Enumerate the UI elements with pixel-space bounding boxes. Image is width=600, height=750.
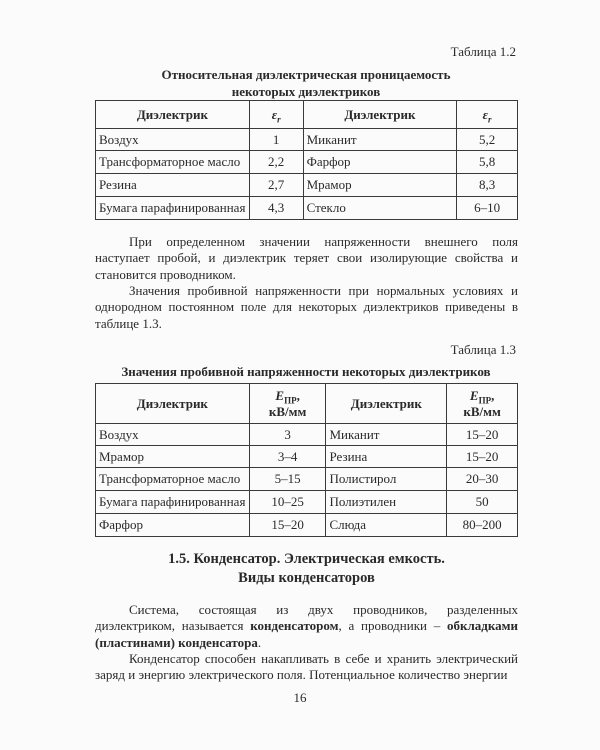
table-header-row [96, 101, 518, 129]
table-1-2-number: Таблица 1.2 [450, 44, 516, 59]
column-header-dielectric: Диэлектрик [326, 384, 447, 424]
column-header-dielectric: Диэлектрик [96, 101, 250, 129]
column-header-breakdown-strength [249, 384, 326, 424]
table-cell: Трансформаторное масло [96, 151, 250, 174]
table-cell: 5,8 [457, 151, 518, 174]
epsilon-subscript: r [488, 114, 492, 125]
section-heading-line2: Виды конденсаторов [238, 570, 375, 586]
table-cell: 8,3 [457, 174, 518, 197]
table-cell: 2,7 [249, 174, 303, 197]
paragraph-text: , а проводники – [338, 618, 447, 634]
table-cell: Резина [326, 446, 447, 468]
epsilon-subscript: r [277, 114, 281, 125]
table-1-3-title: Значения пробивной напряженности некоторых диэлектриков [121, 364, 491, 379]
table-1-2 [95, 100, 518, 220]
table-cell: 15–20 [249, 514, 326, 537]
table-1-2-title [95, 66, 517, 100]
section-heading-line1: 1.5. Конденсатор. Электрическая емкость. [168, 551, 445, 567]
table-cell: Стекло [303, 197, 457, 220]
table-row [96, 197, 518, 220]
term-plates: обкладками (пластинами) конденсатора [95, 618, 518, 650]
table-cell: 1 [249, 129, 303, 151]
column-header-epsilon [249, 101, 303, 129]
column-header-dielectric: Диэлектрик [303, 101, 457, 129]
e-subscript: ПР [284, 395, 297, 406]
table-row [96, 129, 518, 151]
table-1-3 [95, 383, 518, 537]
table-cell: 20–30 [447, 468, 518, 491]
table-cell: Трансформаторное масло [96, 468, 250, 491]
table-cell: 6–10 [457, 197, 518, 220]
paragraph-text: . [257, 634, 262, 650]
table-row [96, 468, 518, 491]
table-cell: Воздух [96, 424, 250, 446]
table-cell: Полиэтилен [326, 491, 447, 514]
table-cell: Мрамор [96, 446, 250, 468]
table-cell: 50 [447, 491, 518, 514]
table-row [96, 491, 518, 514]
column-header-epsilon [457, 101, 518, 129]
table-cell: 15–20 [447, 446, 518, 468]
e-subscript: ПР [478, 395, 492, 406]
table-row [96, 446, 518, 468]
table-cell: 5,2 [457, 129, 518, 151]
table-cell: Полистирол [326, 468, 447, 491]
paragraph-text: Система, состоящая из двух проводников, разделенных диэлектриком, называется [95, 602, 518, 634]
column-header-dielectric: Диэлектрик [96, 384, 250, 424]
table-1-2-title-line2: некоторых диэлектриков [231, 84, 381, 99]
comma: , [491, 387, 495, 403]
epsilon-symbol: ε [271, 106, 278, 122]
table-row [96, 514, 518, 537]
table-1-3-number: Таблица 1.3 [450, 342, 516, 357]
column-header-breakdown-strength [447, 384, 518, 424]
comma: , [296, 387, 300, 403]
table-cell: Мрамор [303, 174, 457, 197]
term-capacitor: конденсатором [250, 618, 339, 634]
table-1-2-title-line1: Относительная диэлектрическая проницаемость [161, 67, 451, 82]
table-cell: 2,2 [249, 151, 303, 174]
unit-label: кВ/мм [463, 403, 501, 419]
page-number: 16 [293, 690, 307, 705]
table-header-row [96, 384, 518, 424]
table-cell: Бумага парафинированная [96, 197, 250, 220]
table-cell: Воздух [96, 129, 250, 151]
table-cell: 4,3 [249, 197, 303, 220]
paragraph: Значения пробивной напряженности при нормальных условиях и однородном постоянном поле для некоторых диэлектриков приведены в таблице 1.3. [95, 283, 518, 331]
e-symbol: E [275, 387, 285, 403]
table-cell: Резина [96, 174, 250, 197]
table-cell: Миканит [326, 424, 447, 446]
paragraph: При определенном значении напряженности внешнего поля наступает пробой, и диэлектрик теряет свои изолирующие свойства и становится проводником. [95, 234, 518, 282]
table-cell: Бумага парафинированная [96, 491, 250, 514]
table-cell: Фарфор [96, 514, 250, 537]
unit-label: кВ/мм [268, 403, 307, 419]
table-cell: 3–4 [249, 446, 326, 468]
paragraph [95, 602, 518, 651]
section-heading [95, 550, 518, 588]
table-cell: 15–20 [447, 424, 518, 446]
table-cell: Фарфор [303, 151, 457, 174]
table-cell: 10–25 [249, 491, 326, 514]
table-row [96, 424, 518, 446]
table-cell: 3 [249, 424, 326, 446]
table-cell: 5–15 [249, 468, 326, 491]
epsilon-symbol: ε [482, 106, 488, 122]
table-cell: Слюда [326, 514, 447, 537]
table-row [96, 174, 518, 197]
table-row [96, 151, 518, 174]
table-cell: 80–200 [447, 514, 518, 537]
paragraph: Конденсатор способен накапливать в себе и хранить электрический заряд и энергию электрического поля. Потенциальное количество энергии [95, 651, 518, 683]
table-cell: Миканит [303, 129, 457, 151]
e-symbol: E [469, 387, 479, 403]
